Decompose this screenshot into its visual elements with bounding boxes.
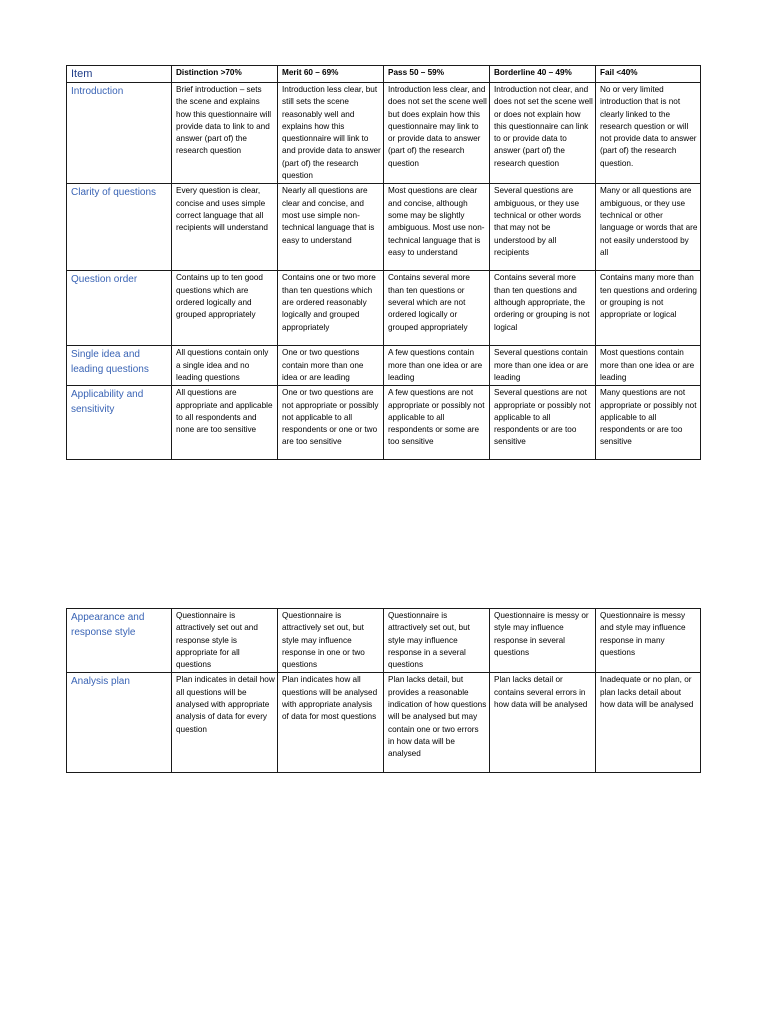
table-row bbox=[67, 271, 701, 346]
cell-pass: Introduction less clear, and does not set the scene well but does explain how this questionnaire may link to or provide data to answer (part of) the research question bbox=[384, 83, 490, 184]
rubric-table-2 bbox=[66, 608, 701, 773]
rubric-table-1 bbox=[66, 65, 701, 460]
row-item-clarity: Clarity of questions bbox=[67, 184, 172, 271]
cell-borderline: Plan lacks detail or contains several errors in how data will be analysed bbox=[490, 673, 596, 773]
cell-borderline: Introduction not clear, and does not set the scene well or does not explain how this questionnaire can link to or provide data to answer (part of) the research question bbox=[490, 83, 596, 184]
cell-distinction: All questions contain only a single idea and no leading questions bbox=[172, 346, 278, 386]
cell-distinction: Plan indicates in detail how all questions will be analysed with appropriate analysis of data for every question bbox=[172, 673, 278, 773]
header-merit: Merit 60 – 69% bbox=[278, 66, 384, 83]
table-row bbox=[67, 673, 701, 773]
header-distinction: Distinction >70% bbox=[172, 66, 278, 83]
cell-fail: Many or all questions are ambiguous, or they use technical or other language or words that are not easily understood by all bbox=[596, 184, 701, 271]
cell-distinction: Every question is clear, concise and uses simple correct language that all recipients will understand bbox=[172, 184, 278, 271]
cell-borderline: Several questions are ambiguous, or they use technical or other words that may not be understood by all recipients bbox=[490, 184, 596, 271]
table-row bbox=[67, 609, 701, 673]
header-pass: Pass 50 – 59% bbox=[384, 66, 490, 83]
cell-merit: One or two questions contain more than one idea or are leading bbox=[278, 346, 384, 386]
row-item-analysis-plan: Analysis plan bbox=[67, 673, 172, 773]
cell-fail: Inadequate or no plan, or plan lacks detail about how data will be analysed bbox=[596, 673, 701, 773]
cell-pass: Plan lacks detail, but provides a reasonable indication of how questions will be analysed but may contain one or two errors in how data will be analysed bbox=[384, 673, 490, 773]
row-item-appearance: Appearance and response style bbox=[67, 609, 172, 673]
header-borderline: Borderline 40 – 49% bbox=[490, 66, 596, 83]
cell-pass: Questionnaire is attractively set out, but style may influence response in a several questions bbox=[384, 609, 490, 673]
row-item-question-order: Question order bbox=[67, 271, 172, 346]
cell-merit: Plan indicates how all questions will be analysed with appropriate analysis of data for most questions bbox=[278, 673, 384, 773]
cell-distinction: All questions are appropriate and applicable to all respondents and none are too sensitive bbox=[172, 386, 278, 460]
table-row bbox=[67, 83, 701, 184]
cell-merit: Questionnaire is attractively set out, but style may influence response in one or two questions bbox=[278, 609, 384, 673]
cell-merit: One or two questions are not appropriate or possibly not applicable to all respondents or one or two are too sensitive bbox=[278, 386, 384, 460]
cell-fail: No or very limited introduction that is not clearly linked to the research question or will not provide data to answer (part of) the research question. bbox=[596, 83, 701, 184]
cell-merit: Nearly all questions are clear and concise, and most use simple non-technical language that is easy to understand bbox=[278, 184, 384, 271]
cell-fail: Most questions contain more than one idea or are leading bbox=[596, 346, 701, 386]
cell-borderline: Contains several more than ten questions and although appropriate, the ordering or grouping is not logical bbox=[490, 271, 596, 346]
row-item-single-idea: Single idea and leading questions bbox=[67, 346, 172, 386]
row-item-applicability: Applicability and sensitivity bbox=[67, 386, 172, 460]
table-row bbox=[67, 346, 701, 386]
cell-fail: Many questions are not appropriate or possibly not applicable to all respondents or are too sensitive bbox=[596, 386, 701, 460]
cell-fail: Contains many more than ten questions and ordering or grouping is not appropriate or logical bbox=[596, 271, 701, 346]
cell-fail: Questionnaire is messy and style may influence response in many questions bbox=[596, 609, 701, 673]
cell-pass: Most questions are clear and concise, although some may be slightly ambiguous. Most use non-technical language that is easy to understand bbox=[384, 184, 490, 271]
cell-borderline: Several questions contain more than one idea or are leading bbox=[490, 346, 596, 386]
cell-distinction: Brief introduction – sets the scene and explains how this questionnaire will provide data to link to and answer (part of) the research question bbox=[172, 83, 278, 184]
cell-pass: A few questions are not appropriate or possibly not applicable to all respondents or some are too sensitive bbox=[384, 386, 490, 460]
row-item-introduction: Introduction bbox=[67, 83, 172, 184]
cell-pass: Contains several more than ten questions or several which are not ordered logically or grouped appropriately bbox=[384, 271, 490, 346]
table-row bbox=[67, 184, 701, 271]
cell-borderline: Questionnaire is messy or style may influence response in several questions bbox=[490, 609, 596, 673]
cell-merit: Introduction less clear, but still sets the scene reasonably well and explains how this questionnaire will link to and provide data to answer (part of) the research question bbox=[278, 83, 384, 184]
table-row bbox=[67, 386, 701, 460]
cell-merit: Contains one or two more than ten questions which are ordered reasonably logically and grouped appropriately bbox=[278, 271, 384, 346]
cell-distinction: Contains up to ten good questions which are ordered logically and grouped appropriately bbox=[172, 271, 278, 346]
cell-borderline: Several questions are not appropriate or possibly not applicable to all respondents or are too sensitive bbox=[490, 386, 596, 460]
header-fail: Fail <40% bbox=[596, 66, 701, 83]
header-row bbox=[67, 66, 701, 83]
cell-pass: A few questions contain more than one idea or are leading bbox=[384, 346, 490, 386]
header-item: Item bbox=[67, 66, 172, 83]
cell-distinction: Questionnaire is attractively set out and response style is appropriate for all questions bbox=[172, 609, 278, 673]
